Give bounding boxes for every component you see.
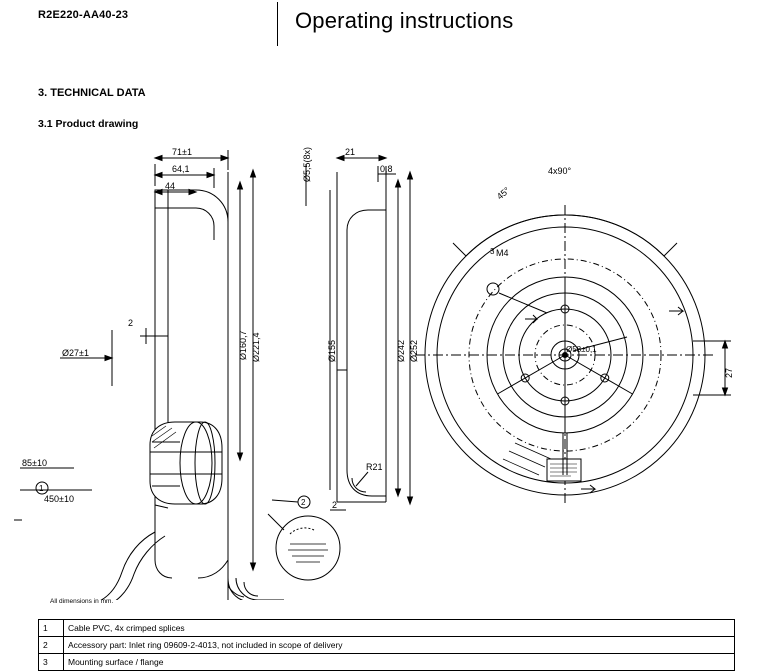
balloon-3-label: 3 (490, 247, 495, 256)
dim-d155: Ø155 (327, 339, 337, 362)
dim-d58: Ø58±0,1 (566, 345, 597, 354)
legend-table (38, 619, 735, 671)
dim-44: 44 (165, 181, 176, 191)
page-title: Operating instructions (295, 8, 514, 33)
balloon-2-label: 2 (301, 498, 306, 507)
dim-d1607: Ø160,7 (238, 330, 248, 360)
legend-row-number: 1 (39, 620, 64, 637)
dim-27: 27 (724, 367, 734, 378)
legend-row-text: Accessory part: Inlet ring 09609-2-4013, not included in scope of delivery (64, 637, 735, 654)
legend-row-text: Cable PVC, 4x crimped splices (64, 620, 735, 637)
dim-d252: Ø252 (409, 339, 419, 362)
dim-2-left: 2 (128, 318, 134, 328)
dim-m4: M4 (496, 248, 509, 258)
dim-d242: Ø242 (396, 339, 406, 362)
table-row (39, 654, 735, 671)
dimensions-note: All dimensions in mm. (50, 598, 114, 605)
dim-r21: R21 (366, 462, 383, 472)
dim-21: 21 (345, 147, 356, 157)
product-drawing (0, 130, 773, 600)
dim-85: 85±10 (22, 458, 47, 468)
dim-2-mid: 2 (332, 500, 338, 510)
legend-row-text: Mounting surface / flange (64, 654, 735, 671)
header-divider (277, 2, 278, 46)
dim-08: 0,8 (380, 164, 393, 174)
section-heading-product-drawing: 3.1 Product drawing (38, 118, 139, 130)
dim-d27: Ø27±1 (62, 348, 89, 358)
legend-row-number: 2 (39, 637, 64, 654)
dim-450: 450±10 (44, 494, 74, 504)
balloon-1-label: 1 (39, 484, 44, 493)
dim-45deg: 45° (494, 185, 512, 202)
table-row (39, 637, 735, 654)
table-row (39, 620, 735, 637)
dim-641: 64,1 (172, 164, 190, 174)
section-heading-technical-data: 3. TECHNICAL DATA (38, 87, 146, 99)
dim-71: 71±1 (172, 147, 192, 157)
legend-row-number: 3 (39, 654, 64, 671)
dim-4x90: 4x90° (548, 166, 572, 176)
document-model-number: R2E220-AA40-23 (38, 9, 129, 21)
dim-d55: Ø5,5(8x) (302, 146, 312, 182)
dim-d2214: Ø221,4 (251, 332, 261, 362)
